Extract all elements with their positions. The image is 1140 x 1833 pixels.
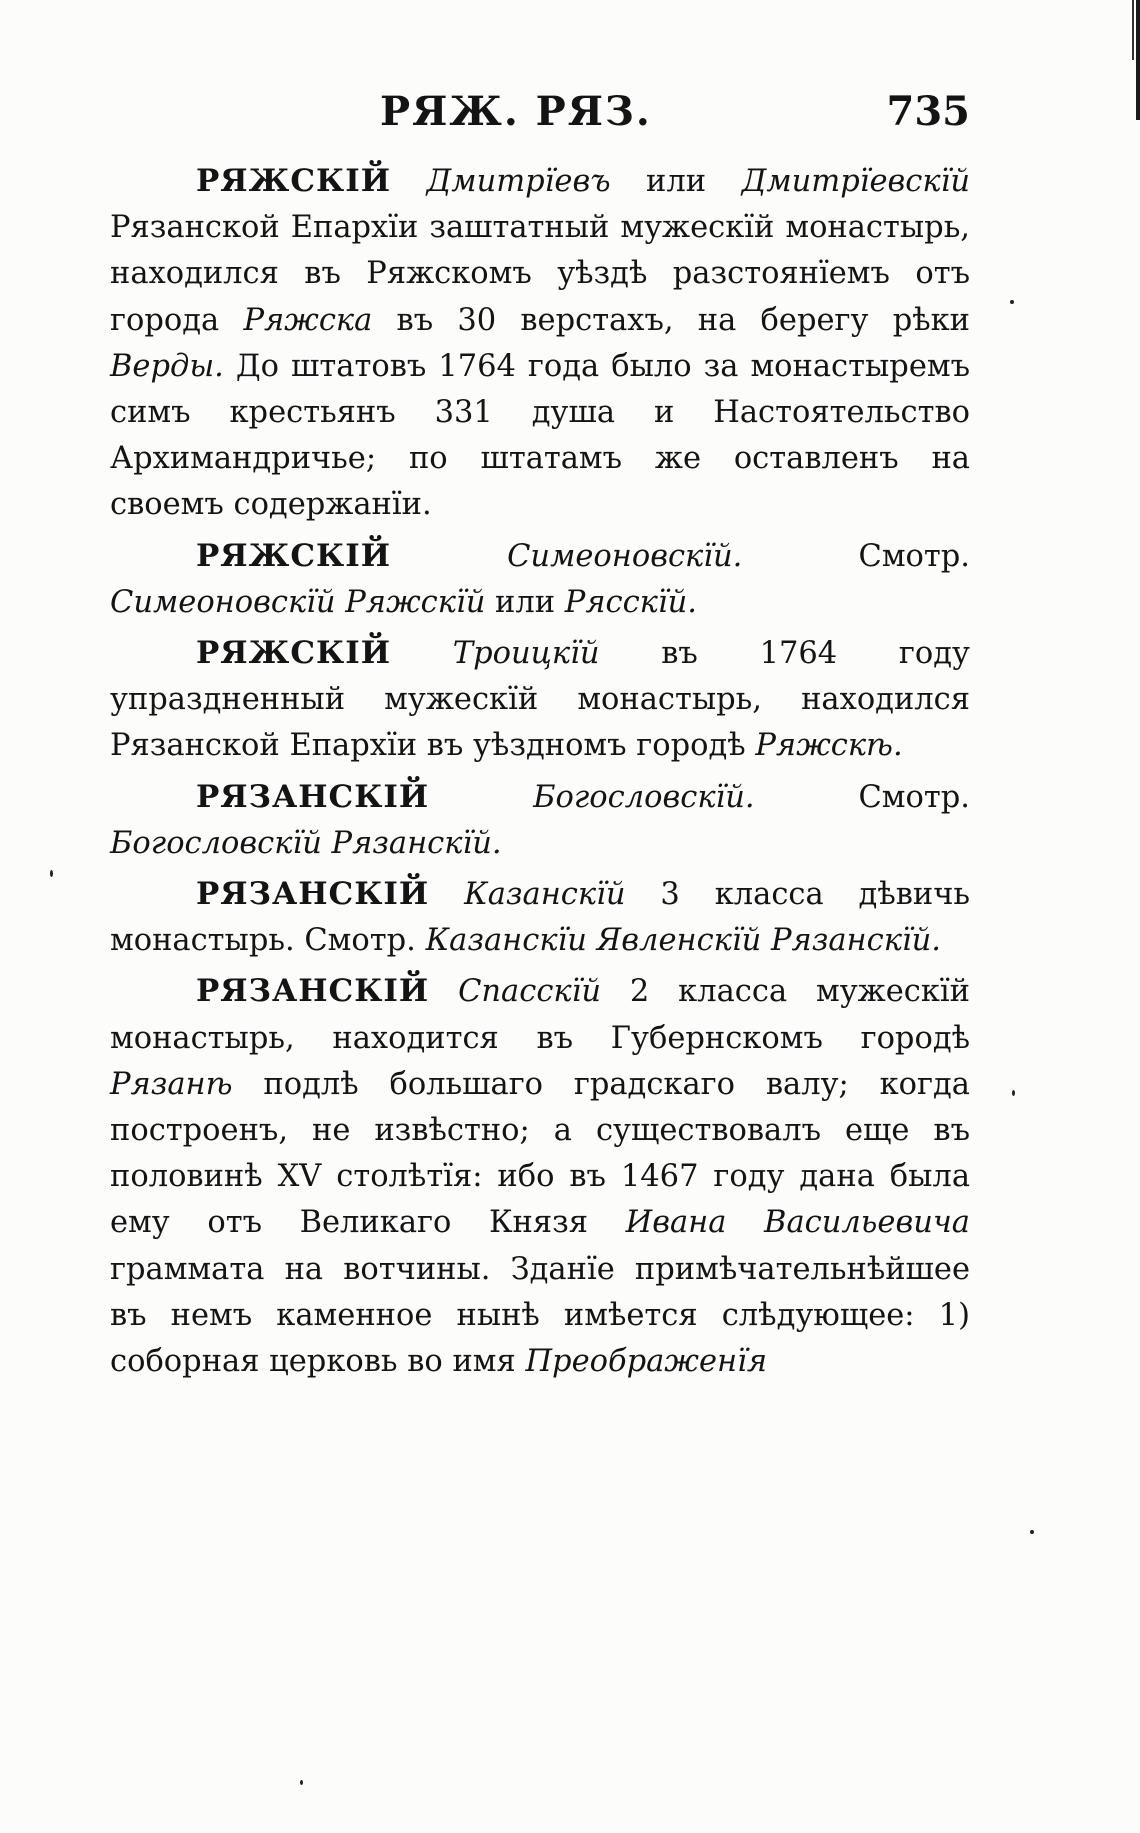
running-head: РЯЖ. РЯЗ.	[380, 88, 652, 135]
entry-text: Симеоновскїй.	[507, 538, 743, 574]
entry-headword: РЯЗАНСКІЙ	[196, 973, 430, 1010]
entry-text: Дмитрїевскїй	[741, 164, 970, 199]
entry-headword: РЯЖСКІЙ	[196, 635, 391, 672]
scan-speck	[300, 1780, 303, 1785]
entry-text: Ивана Васильевича	[625, 1205, 970, 1241]
scan-speck	[1012, 1090, 1015, 1096]
entry-headword: РЯЖСКІЙ	[196, 537, 391, 574]
entry-text: подлѣ большаго градскаго валу; когда построенъ, не извѣстно; а существовалъ еще въ половинѣ XV столѣтїя: ибо въ 1467 году дана была ему отъ Великаго Князя	[110, 1066, 970, 1241]
page-edge-mark	[1132, 0, 1134, 60]
entry-text: въ 30 верстахъ, на берегу рѣки	[372, 302, 970, 338]
dictionary-entry	[110, 871, 970, 964]
entry-text: или	[485, 584, 565, 620]
entry-text: Симеоновскїй Ряжскїй	[110, 584, 486, 620]
entry-text: Казанскїи Явленскїй Рязанскїй.	[425, 923, 941, 959]
page-body	[110, 158, 970, 1389]
entry-text: Ряжска	[243, 302, 373, 338]
page-header	[110, 88, 970, 148]
page-edge-mark	[1136, 0, 1140, 120]
entry-text: Троицкїй	[452, 636, 600, 672]
dictionary-entry	[110, 630, 970, 770]
entry-text: Богословскїй Рязанскїй.	[110, 825, 502, 861]
scan-speck	[50, 870, 53, 877]
entry-text: До штатовъ 1764 года было за монастыремъ симъ крестьянъ 331 душа и Настоятельство Архимандричье; по штатамъ же оставленъ на своемъ содержанїи.	[110, 348, 970, 523]
page-number: 735	[886, 88, 970, 135]
entry-text: Казанскїй	[464, 877, 626, 913]
entry-text: Верды.	[110, 348, 224, 384]
entry-headword: РЯЖСКІЙ	[196, 163, 391, 199]
entry-text: въ 1764 году упраздненный мужескїй монастырь, находился Рязанской Епархїи въ уѣздномъ городѣ	[110, 636, 970, 764]
entry-text: 3 класса дѣвичь монастырь. Смотр.	[110, 877, 970, 959]
entry-text: Рясскїй.	[564, 584, 697, 620]
entry-text: Смотр.	[754, 779, 970, 815]
entry-text: граммата на вотчины. Зданїе примѣчательнѣйшее въ немъ каменное нынѣ имѣется слѣдующее: 1) соборная церковь во имя	[110, 1251, 970, 1380]
entry-headword: РЯЗАНСКІЙ	[196, 778, 430, 815]
scan-speck	[1030, 1530, 1034, 1534]
entry-headword: РЯЗАНСКІЙ	[196, 876, 430, 913]
dictionary-entry	[110, 774, 970, 867]
entry-text: Рязанской Епархїи заштатный мужескїй монастырь, находился въ Ряжскомъ уѣздѣ разстоянїемъ отъ города	[110, 210, 970, 338]
entry-text: Рязанѣ	[110, 1066, 233, 1102]
entry-text: Преображенїя	[525, 1344, 768, 1380]
entry-text: Смотр.	[742, 538, 970, 574]
entry-text: Спасскїй	[458, 974, 602, 1010]
dictionary-entry	[110, 158, 970, 529]
entry-text: Ряжскѣ.	[755, 728, 903, 764]
dictionary-entry	[110, 968, 970, 1385]
entry-text: Дмитрїевъ	[426, 164, 611, 199]
entry-text: или	[610, 164, 742, 199]
entry-text: Богословскїй.	[533, 779, 755, 815]
entry-text: 2 класса мужескїй монастырь, находится въ Губернскомъ городѣ	[110, 974, 970, 1056]
dictionary-entry	[110, 533, 970, 626]
scan-speck	[1010, 300, 1014, 304]
